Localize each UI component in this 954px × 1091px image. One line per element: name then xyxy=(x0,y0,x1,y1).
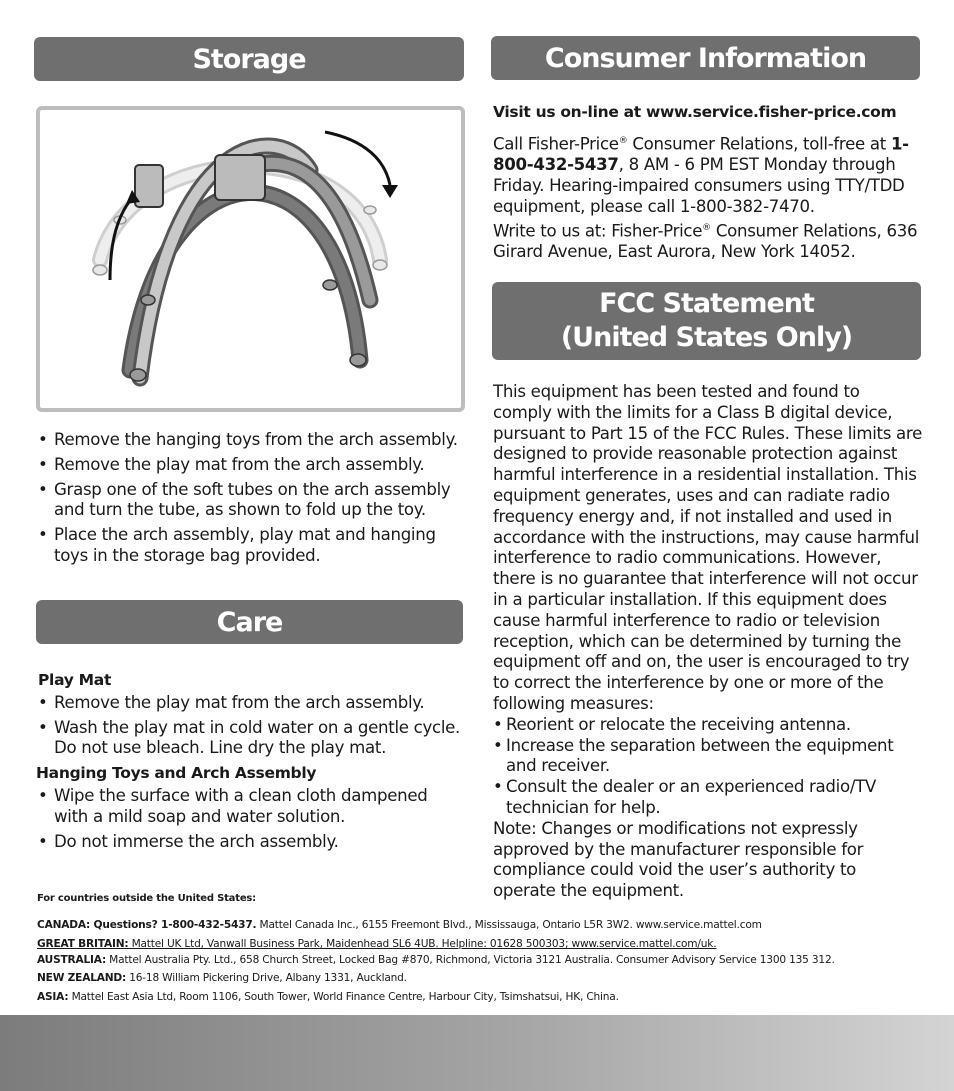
bottom-gradient-bar xyxy=(0,1015,954,1091)
storage-instructions xyxy=(38,430,463,571)
storage-heading-text: Storage xyxy=(192,43,306,75)
toys-arch-subheading: Hanging Toys and Arch Assembly xyxy=(36,764,317,783)
registered-mark: ® xyxy=(618,135,628,146)
fcc-heading-line2: (United States Only) xyxy=(560,322,853,353)
care-heading xyxy=(36,600,463,644)
footer-australia: AUSTRALIA: Mattel Australia Pty. Ltd., 658 Church Street, Locked Bag #870, Richmond, Victoria 3121 Australia. Consumer Advisory Service 1300 135 312. xyxy=(37,954,835,966)
footer-new-zealand: NEW ZEALAND: 16-18 William Pickering Drive, Albany 1331, Auckland. xyxy=(37,972,407,984)
footer-great-britain: GREAT BRITAIN: Mattel UK Ltd, Vanwall Business Park, Maidenhead SL6 4UB. Helpline: 01628 500303; www.service.mattel.com/uk. xyxy=(37,938,717,950)
list-item: • Remove the play mat from the arch assembly. xyxy=(38,693,463,714)
toll-free-phone: 1-800-432-5437 xyxy=(493,134,909,175)
list-item: • Wipe the surface with a clean cloth dampened with a mild soap and water solution. xyxy=(38,786,463,828)
list-item: • Do not immerse the arch assembly. xyxy=(38,832,463,853)
fcc-heading-line1: FCC Statement xyxy=(599,288,814,319)
care-heading-text: Care xyxy=(216,606,283,638)
list-item: • Wash the play mat in cold water on a gentle cycle. Do not use bleach. Line dry the play mat. xyxy=(38,718,463,760)
fold-arch-illustration xyxy=(36,106,465,412)
play-mat-subheading: Play Mat xyxy=(38,671,112,689)
website-line: Visit us on-line at www.service.fisher-price.com xyxy=(493,103,897,121)
list-item: • Consult the dealer or an experienced radio/TV technician for help. xyxy=(493,777,923,819)
care-instructions xyxy=(38,670,463,856)
list-item: • Remove the hanging toys from the arch assembly. xyxy=(38,430,463,451)
list-item: • Grasp one of the soft tubes on the arch assembly and turn the tube, as shown to fold up the toy. xyxy=(38,480,463,522)
storage-heading xyxy=(34,37,464,81)
arch-hub xyxy=(215,155,265,200)
consumer-info-body xyxy=(493,102,918,263)
consumer-info-heading xyxy=(491,36,920,80)
fcc-paragraph: This equipment has been tested and found to comply with the limits for a Class B digital device, pursuant to Part 15 of the FCC Rules. These limits are designed to provide reasonable protection against harmful interference in a residential installation. This equipment generates, uses and can radiate radio frequency energy and, if not installed and used in accordance with the instructions, may cause harmful interference to radio communications. However, there is no guarantee that interference will not occur in a particular installation. If this equipment does cause harmful interference to radio or television reception, which can be determined by turning the equipment off and on, the user is encouraged to try to correct the interference by one or more of the following measures: xyxy=(493,382,922,713)
call-paragraph: Call Fisher-Price® Consumer Relations, toll-free at 1-800-432-5437, 8 AM - 6 PM EST Monday through Friday. Hearing-impaired consumers using TTY/TDD equipment, please call 1-800-382-7470. xyxy=(493,134,909,216)
arch-fold-drawing xyxy=(40,110,461,408)
registered-mark: ® xyxy=(702,222,711,233)
footer-canada: CANADA: Questions? 1-800-432-5437. Mattel Canada Inc., 6155 Freemont Blvd., Mississauga, Ontario L5R 3W2. www.service.mattel.com xyxy=(37,919,762,931)
list-item: • Reorient or relocate the receiving antenna. xyxy=(493,715,923,736)
list-item: • Place the arch assembly, play mat and hanging toys in the storage bag provided. xyxy=(38,525,463,567)
write-paragraph: Write to us at: Fisher-Price® Consumer Relations, 636 Girard Avenue, East Aurora, New York 14052. xyxy=(493,221,918,261)
list-item: • Increase the separation between the equipment and receiver. xyxy=(493,736,923,778)
footer-intro: For countries outside the United States: xyxy=(37,893,256,904)
consumer-info-heading-text: Consumer Information xyxy=(544,42,867,74)
footer-asia: ASIA: Mattel East Asia Ltd, Room 1106, South Tower, World Finance Centre, Harbour City, Tsimshatsui, HK, China. xyxy=(37,991,619,1003)
list-item: • Remove the play mat from the arch assembly. xyxy=(38,455,463,476)
fcc-heading xyxy=(492,282,921,360)
fcc-body xyxy=(493,382,923,902)
fcc-note: Note: Changes or modifications not expressly approved by the manufacturer responsible for compliance could void the user’s authority to operate the equipment. xyxy=(493,818,864,901)
